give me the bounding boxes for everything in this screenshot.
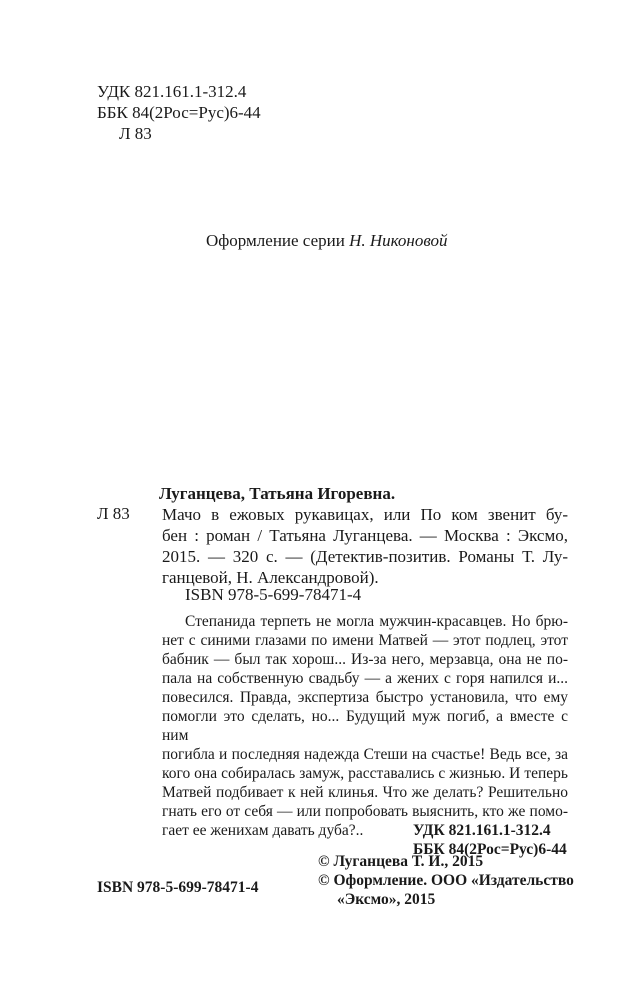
annotation-line: кого она собиралась замуж, расставались с жизнью. И теперь [162, 765, 568, 782]
author-mark: Л 83 [119, 124, 152, 143]
record-line: Мачо в ежовых рукавицах, или По ком звенит бу- [162, 505, 568, 524]
annotation-line: Степанида терпеть не могла мужчин-красавцев. Но брю- [185, 613, 568, 630]
record-line: бен : роман / Татьяна Луганцева. — Москва : Эксмо, [162, 526, 568, 545]
record-line: 2015. — 320 с. — (Детектив-позитив. Романы Т. Лу- [162, 547, 568, 566]
annotation-line: гнать его от себя — или попробовать выяснить, кто же помо- [162, 803, 568, 820]
series-designer-name: Н. Никоновой [349, 231, 448, 250]
copyright-block [318, 852, 574, 909]
record-line: ганцевой, Н. Александровой). [162, 568, 379, 587]
annotation-line: нет с синими глазами по имени Матвей — этот подлец, этот [162, 632, 568, 649]
record-isbn: ISBN 978-5-699-78471-4 [185, 585, 362, 604]
record-author-mark: Л 83 [97, 504, 130, 523]
annotation-udk: УДК 821.161.1-312.4 [413, 822, 551, 839]
series-design-credit [206, 231, 448, 251]
annotation-line: погибла и последняя надежда Стеши на счастье! Ведь все, за [162, 746, 568, 763]
footer-isbn: ISBN 978-5-699-78471-4 [97, 879, 259, 896]
annotation-line: повесился. Правда, экспертиза быстро установила, что ему [162, 689, 568, 706]
annotation [162, 612, 568, 840]
bbk-code: ББК 84(2Рос=Рус)6-44 [97, 103, 261, 122]
copyright-design: © Оформление. ООО «Издательство [318, 872, 574, 889]
annotation-line: пала на собственную свадьбу — а жених с горя напился и... [162, 670, 568, 687]
copyright-author: © Луганцева Т. И., 2015 [318, 853, 484, 870]
annotation-line: помогли это сделать, но... Будущий муж погиб, а вместе с ним [162, 708, 568, 744]
classification-block [97, 81, 261, 144]
copyright-design-cont: «Эксмо», 2015 [337, 891, 436, 908]
annotation-bbk: ББК 84(2Рос=Рус)6-44 [413, 841, 567, 858]
udk-code: УДК 821.161.1-312.4 [97, 82, 247, 101]
series-design-prefix: Оформление серии [206, 231, 345, 250]
bibliographic-record [159, 483, 568, 588]
record-author: Луганцева, Татьяна Игоревна. [159, 484, 396, 503]
annotation-line: бабник — был так хорош... Из-за него, мерзавца, она не по- [162, 651, 568, 668]
annotation-line: гает ее женихам давать дуба?.. [162, 822, 364, 839]
annotation-line: Матвей подбивает к ней клинья. Что же делать? Решительно [162, 784, 568, 801]
